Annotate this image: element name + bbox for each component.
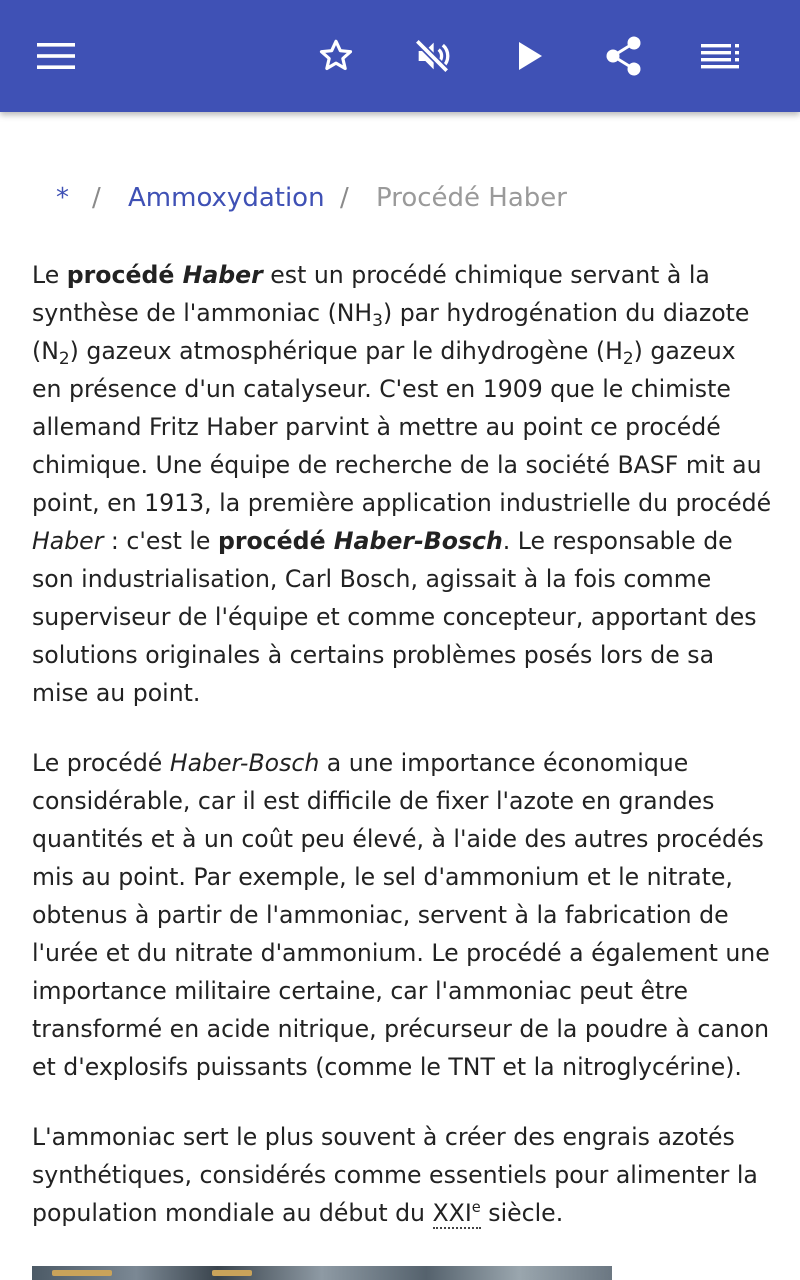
contents-button[interactable] (692, 28, 748, 84)
subscript: 2 (58, 349, 70, 370)
mute-icon (412, 36, 452, 76)
text: : c'est le (103, 527, 218, 555)
breadcrumb-current: Procédé Haber (376, 183, 567, 213)
text: . Le responsable de son industrialisation, Carl Bosch, agissait à la fois comme superviseur de l'équipe et comme concepteur, apportant des solutions originales à certains problèmes posés lors de sa mise au point. (32, 527, 757, 707)
text: siècle. (480, 1199, 564, 1227)
text: est un procédé chimique servant à la synthèse de l'ammoniac (NH (32, 261, 710, 327)
text: Le procédé (32, 749, 170, 777)
bold-text: procédé (217, 527, 334, 555)
breadcrumb-separator: / (340, 183, 349, 213)
bold-text: procédé (66, 261, 183, 289)
text: ) gazeux en présence d'un catalyseur. C'est en 1909 que le chimiste allemand Fritz Haber parvint à mettre au point ce procédé chimique. Une équipe de recherche de la société BASF mit au point, en 1913, la première application industrielle du procédé (32, 337, 772, 517)
menu-icon (37, 42, 75, 70)
subscript: 2 (622, 349, 634, 370)
paragraph (32, 1118, 772, 1232)
bookmark-button[interactable] (308, 28, 364, 84)
text: XXI (432, 1199, 472, 1227)
image-detail (52, 1270, 112, 1276)
text: ) gazeux atmosphérique par le dihydrogène (H (69, 337, 623, 365)
paragraph (32, 744, 772, 1086)
bold-italic-text: Haber (182, 261, 263, 289)
italic-text: Haber (32, 527, 104, 555)
text: ) par hydrogénation du diazote (N (32, 299, 750, 365)
text: L'ammoniac sert le plus souvent à créer des engrais azotés synthétiques, considérés comme essentiels pour alimenter la population mondiale au début du (32, 1123, 758, 1227)
menu-button[interactable] (28, 28, 84, 84)
breadcrumb (0, 178, 800, 218)
paragraph (32, 256, 772, 712)
century-abbreviation[interactable] (433, 1199, 481, 1229)
italic-text: Haber-Bosch (169, 749, 320, 777)
image-detail (212, 1270, 252, 1276)
bold-italic-text: Haber-Bosch (333, 527, 503, 555)
share-button[interactable] (596, 28, 652, 84)
breadcrumb-separator: / (92, 183, 101, 213)
breadcrumb-parent-link[interactable]: Ammoxydation (128, 183, 325, 213)
share-icon (604, 35, 644, 77)
article-body (32, 256, 772, 1232)
article-image[interactable] (32, 1266, 612, 1280)
text: Le (32, 261, 67, 289)
subscript: 3 (372, 311, 383, 332)
superscript: e (471, 1199, 481, 1217)
text: a une importance économique considérable, car il est difficile de fixer l'azote en grandes quantités et à un coût peu élevé, à l'aide des autres procédés mis au point. Par exemple, le sel d'ammonium et le nitrate, obtenus à partir de l'ammoniac, servent à la fabrication de l'urée et du nitrate d'ammonium. Le procédé a également une importance militaire certaine, car l'ammoniac peut être transformé en acide nitrique, précurseur de la poudre à canon et d'explosifs puissants (comme le TNT et la nitroglycérine). (32, 749, 770, 1081)
play-icon (515, 40, 545, 72)
play-button[interactable] (502, 28, 558, 84)
app-toolbar (0, 0, 800, 112)
list-icon (701, 43, 739, 69)
breadcrumb-root-link[interactable]: * (56, 183, 69, 213)
mute-button[interactable] (404, 28, 460, 84)
star-icon (316, 36, 356, 76)
